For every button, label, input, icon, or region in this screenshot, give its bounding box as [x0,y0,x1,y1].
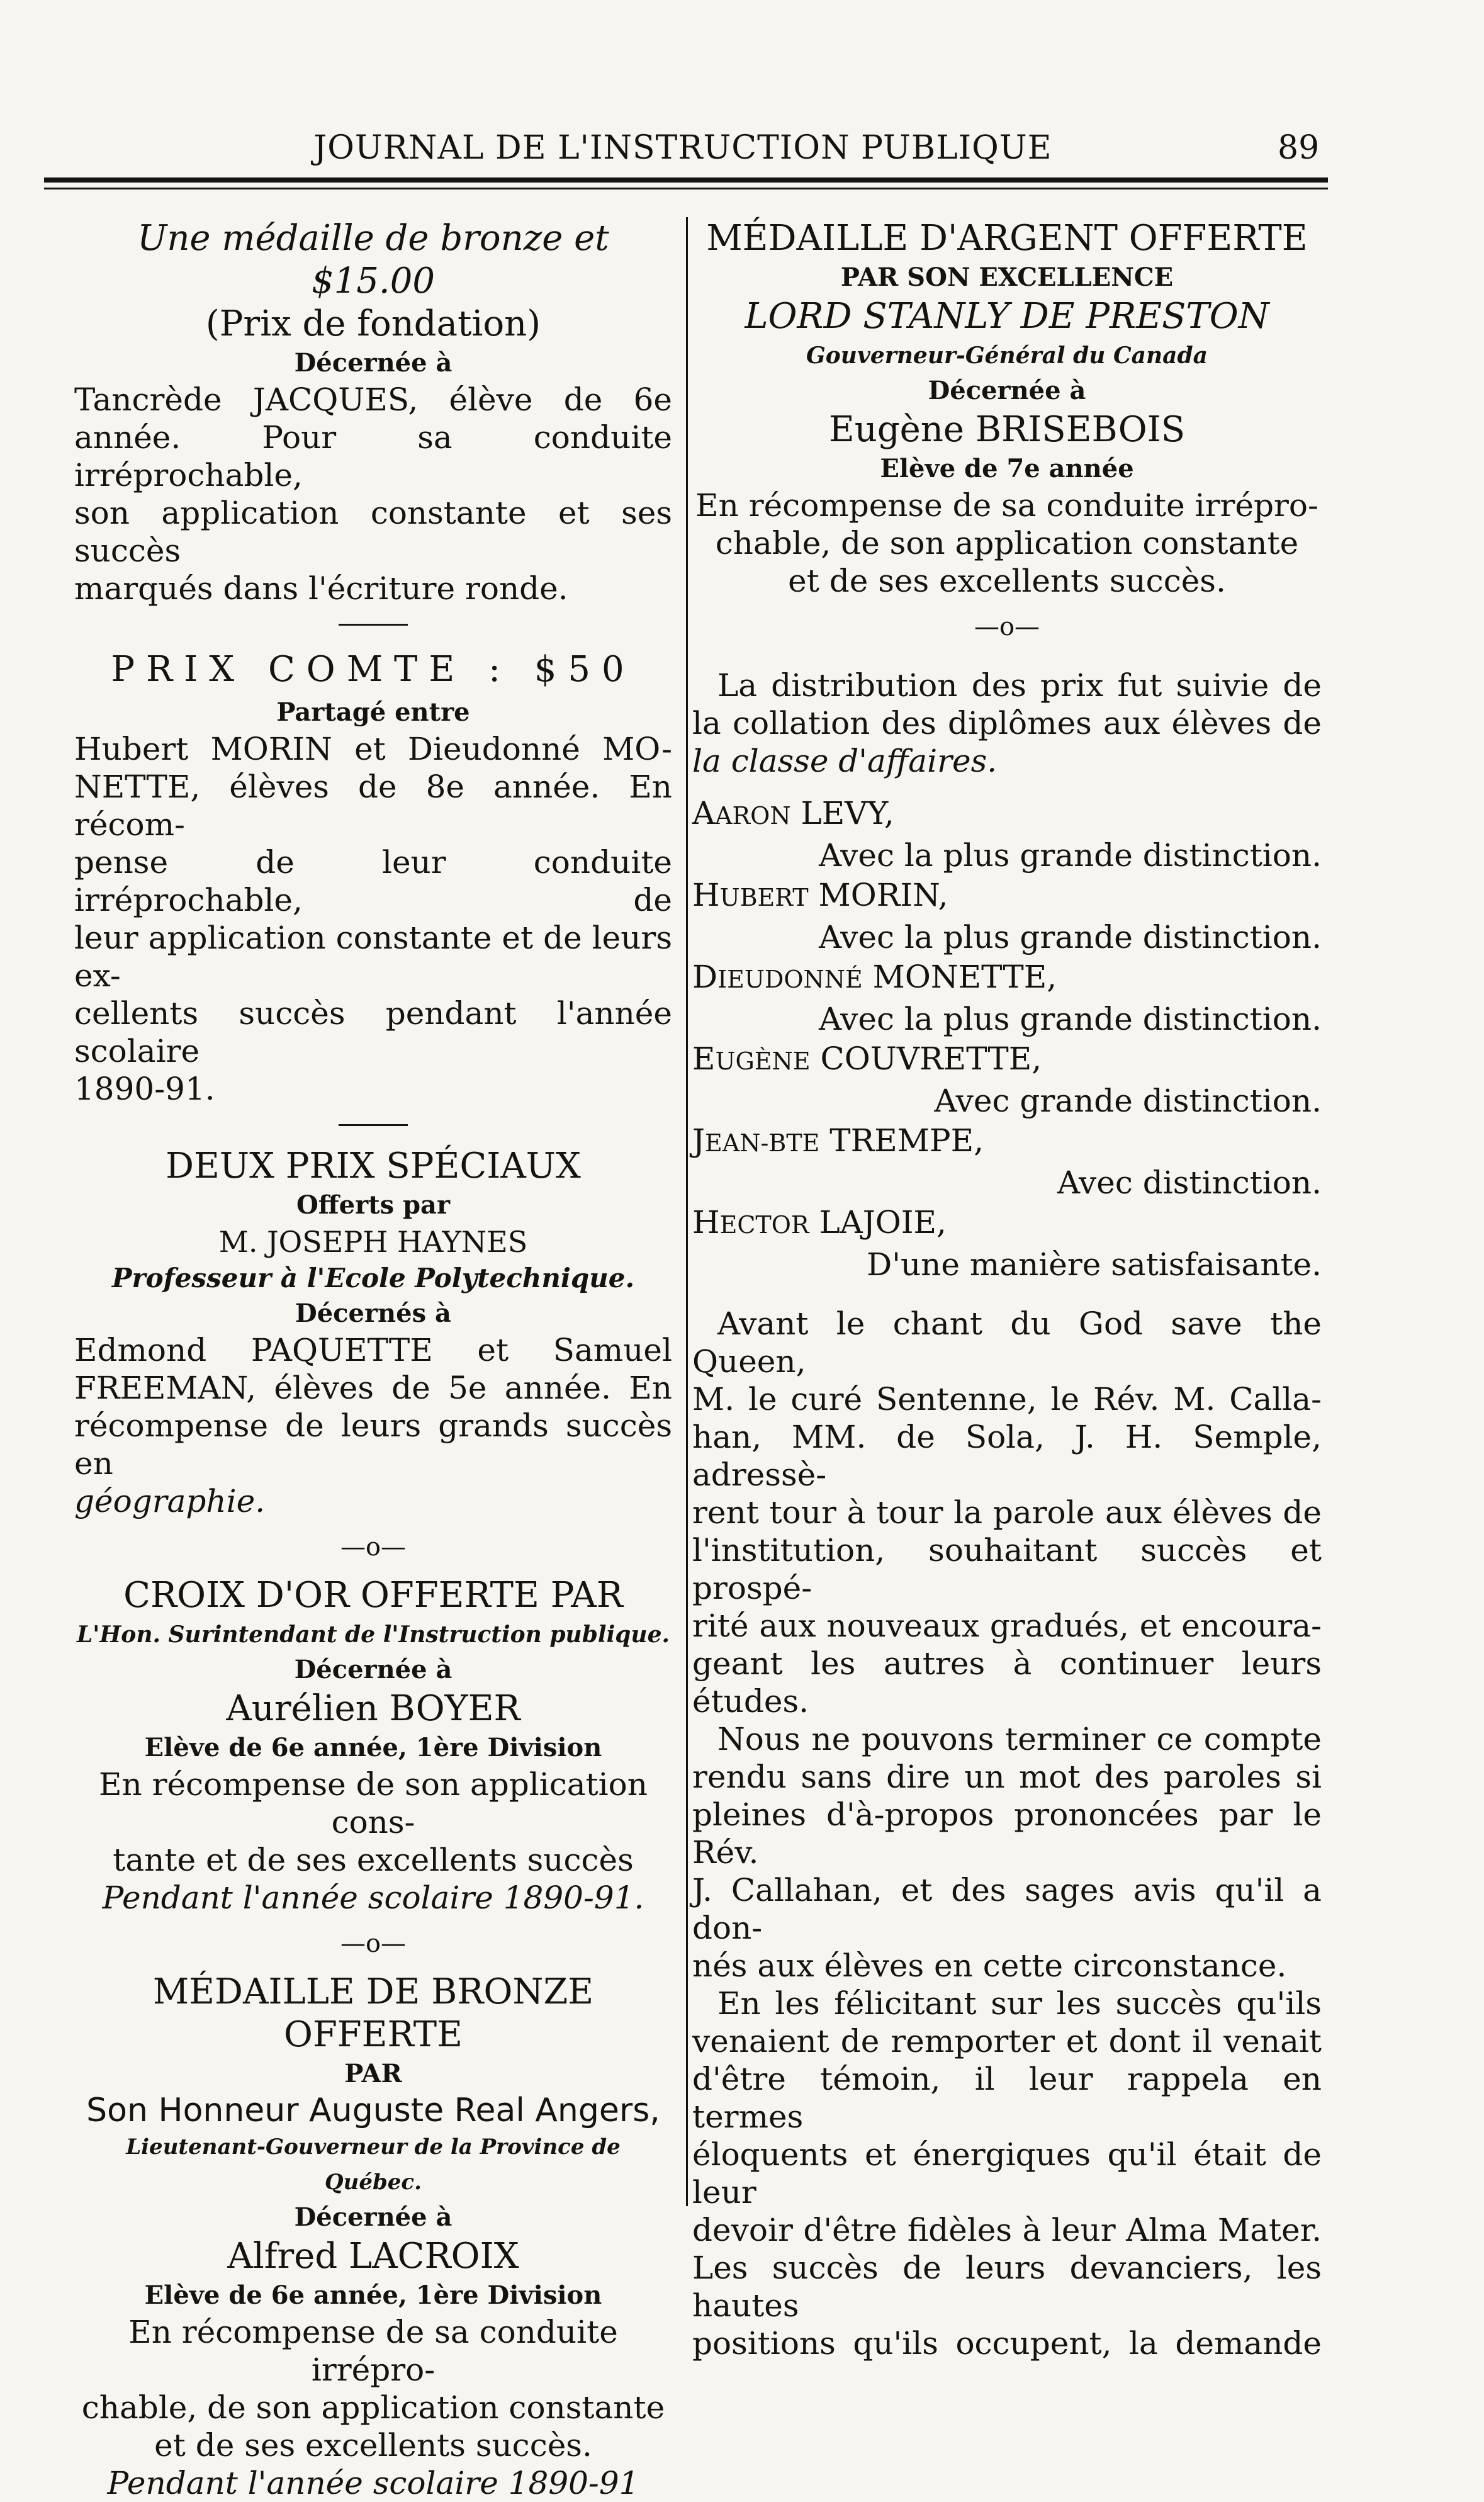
shared-label: Partagé entre [276,697,470,727]
text-line: venaient de remporter et dont il venait [692,2023,1322,2060]
column-divider [686,217,688,2206]
text-line: Les succès de leurs devanciers, les hautes [692,2250,1322,2324]
text-line: FREEMAN, élèves de 5e année. En [74,1370,672,1406]
spacer [692,780,1322,792]
awarded-label: Décernée à [928,376,1086,405]
header-rule-thin [44,188,1328,189]
graduate-name: HUBERT MORIN, [692,877,948,913]
section-title: Une médaille de bronze et $15.00 [137,218,609,301]
recipient-name: Alfred LACROIX [227,2236,519,2277]
graduate-entry [692,792,1322,874]
donor-name: M. JOSEPH HAYNES [218,1225,528,1259]
section-bronze-medal-prize [74,217,672,607]
section-title: DEUX PRIX SPÉCIAUX [166,1146,581,1186]
graduate-name: HECTOR LAJOIE, [692,1204,947,1241]
ornament: —o— [974,612,1040,641]
spacer [692,654,1322,667]
paragraph-god-save-the-queen [692,1305,1322,1720]
text-line: positions qu'ils occupent, la demande [692,2325,1322,2362]
text-line: J. Callahan, et des sages avis qu'il a don- [692,1872,1322,1946]
section-title: MÉDAILLE D'ARGENT OFFERTE [706,218,1308,259]
section-croix-or [74,1574,672,1917]
text-line: la classe d'affaires. [692,743,998,779]
text-line: geant les autres à continuer leurs études. [692,1645,1322,1720]
header-rule [44,178,1328,183]
by-label: PAR SON EXCELLENCE [840,262,1174,292]
graduate-entry [692,956,1322,1038]
grade-label: Elève de 7e année [880,454,1134,483]
graduates-list [692,792,1322,1283]
section-title: MÉDAILLE DE BRONZE OFFERTE [152,1971,594,2055]
graduate-entry [692,1038,1322,1120]
section-deux-prix [74,1145,672,1520]
text-line: han, MM. de Sola, J. H. Semple, adressè- [692,1419,1322,1493]
text-line: éloquents et énergiques qu'il était de leur [692,2136,1322,2211]
graduate-name: JEAN-BTE TREMPE, [692,1122,984,1159]
section-divider [339,624,408,626]
donor-title: Lieutenant-Gouverneur de la Province de Québec. [126,2134,621,2195]
section-divider [339,1124,408,1126]
text-line: d'être témoin, il leur rappela en termes [692,2061,1322,2135]
paragraph-compte-rendu [692,1720,1322,1985]
awarded-label: Décernée à [294,1655,453,1684]
donor-title: Professeur à l'Ecole Polytechnique. [111,1263,635,1293]
graduate-name: AARON LEVY, [692,795,894,831]
awarded-label: Décernée à [294,348,453,378]
recipient-name: Eugène BRISEBOIS [828,409,1186,450]
text-line: Pendant l'année scolaire 1890-91. [102,1879,644,1916]
text-line: la collation des diplômes aux élèves de [692,705,1322,741]
page-header [0,129,1484,173]
by-label: PAR [344,2059,402,2088]
donor-name: L'Hon. Surintendant de l'Instruction publique. [76,1621,670,1648]
text-line: leur application constante et de leurs ex- [74,920,672,994]
offered-label: Offerts par [296,1190,451,1220]
right-column [692,217,1322,2362]
text-line: NETTE, élèves de 8e année. En récom- [74,769,672,843]
awarded-label: Décernée à [294,2202,453,2232]
text-line: cellents succès pendant l'année scolaire [74,995,672,1069]
graduate-entry [692,874,1322,956]
text-line: géographie. [74,1483,266,1519]
text-line: et de ses excellents succès. [154,2427,592,2464]
section-prix-comte [74,645,672,1108]
text-line: En récompense de sa conduite irrépro- [695,487,1318,524]
graduate-entry [692,1202,1322,1283]
graduate-mention: Avec distinction. [1057,1164,1322,1201]
section-title: PRIX COMTE : $50 [111,649,636,690]
spacer [692,1283,1322,1305]
text-line: récompense de leurs grands succès en [74,1407,672,1482]
text-line: pense de leur conduite irréprochable, de [74,844,672,918]
text-line: et de ses excellents succès. [788,563,1226,599]
text-line: Tancrède JACQUES, élève de 6e [74,381,672,418]
text-line: En récompense de son application cons- [99,1766,648,1840]
text-line: La distribution des prix fut suivie de [717,667,1322,704]
text-line: Pendant l'année scolaire 1890-91 [107,2465,639,2501]
running-title: JOURNAL DE L'INSTRUCTION PUBLIQUE [313,129,1052,167]
paragraph-felicitant [692,1985,1322,2362]
text-line: tante et de ses excellents succès [113,1842,634,1878]
text-line: rité aux nouveaux gradués, et encoura- [692,1608,1322,1644]
section-title: CROIX D'OR OFFERTE PAR [123,1575,623,1616]
text-line: Hubert MORIN et Dieudonné MO- [74,731,672,767]
text-line: marqués dans l'écriture ronde. [74,570,568,607]
text-line: l'institution, souhaitant succès et prospé- [692,1532,1322,1606]
graduate-name: DIEUDONNÉ MONETTE, [692,959,1057,995]
text-line: nés aux élèves en cette circonstance. [692,1947,1287,1984]
text-line: pleines d'à-propos prononcées par le Rév. [692,1796,1322,1871]
graduate-mention: Avec grande distinction. [934,1083,1322,1119]
text-line: Avant le chant du God save the Queen, [692,1305,1322,1380]
section-medaille-argent [692,217,1322,600]
page-number: 89 [1278,129,1320,167]
text-line: M. le curé Sentenne, le Rév. M. Calla- [692,1381,1322,1417]
graduate-mention: Avec la plus grande distinction. [819,837,1322,874]
awarded-label: Décernés à [295,1299,451,1328]
text-line: son application constante et ses succès [74,495,672,569]
ornament: —o— [340,1929,407,1958]
graduate-mention: Avec la plus grande distinction. [819,919,1322,955]
donor-name: LORD STANLY DE PRESTON [745,296,1269,337]
section-medaille-bronze [74,1971,672,2502]
recipient-name: Aurélien BOYER [226,1688,520,1729]
donor-title: Gouverneur-Général du Canada [806,342,1208,369]
intro-paragraph [692,667,1322,780]
text-line: année. Pour sa conduite irréprochable, [74,419,672,493]
graduate-mention: Avec la plus grande distinction. [819,1001,1322,1037]
text-line: En récompense de sa conduite irrépro- [128,2314,618,2388]
donor-name: Son Honneur Auguste Real Angers, [86,2092,660,2129]
graduate-entry [692,1120,1322,1202]
text-line: Nous ne pouvons terminer ce compte [717,1721,1322,1757]
text-line: En les félicitant sur les succès qu'ils [717,1985,1322,2022]
text-line: Edmond PAQUETTE et Samuel [74,1332,672,1368]
grade-label: Elève de 6e année, 1ère Division [144,2280,602,2310]
section-subtitle: (Prix de fondation) [205,303,541,344]
left-column [74,217,672,2502]
graduate-name: EUGÈNE COUVRETTE, [692,1040,1042,1077]
grade-label: Elève de 6e année, 1ère Division [144,1733,602,1762]
text-line: rendu sans dire un mot des paroles si [692,1759,1322,1795]
text-line: rent tour à tour la parole aux élèves de [692,1494,1322,1531]
graduate-mention: D'une manière satisfaisante. [867,1246,1322,1283]
text-line: chable, de son application constante [81,2389,665,2426]
ornament: —o— [340,1533,407,1562]
text-line: 1890-91. [74,1071,215,1107]
text-line: chable, de son application constante [715,525,1299,561]
text-line: devoir d'être fidèles à leur Alma Mater. [692,2212,1322,2248]
